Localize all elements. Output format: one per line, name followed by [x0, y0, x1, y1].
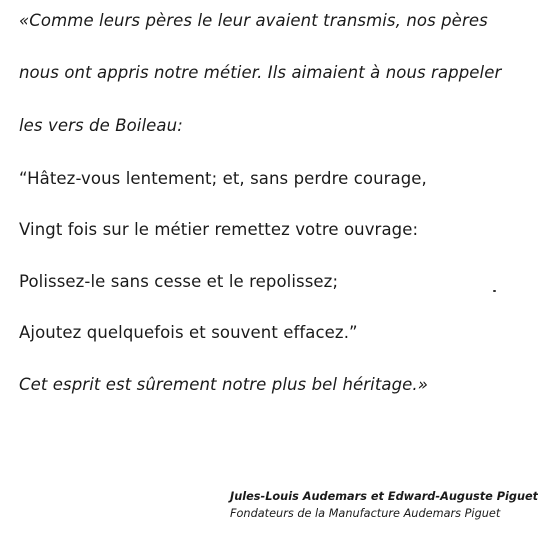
attribution — [230, 489, 538, 523]
scan-speck — [493, 290, 496, 292]
quote-line-1: «Comme leurs pères le leur avaient transmis, nos pères — [19, 11, 488, 30]
quote-line-2: nous ont appris notre métier. Ils aimaient à nous rappeler — [19, 63, 502, 82]
verse-line-3: Polissez-le sans cesse et le repolissez; — [19, 272, 339, 291]
quote-line-closing: Cet esprit est sûrement notre plus bel héritage.» — [19, 375, 429, 394]
attribution-authors: Jules-Louis Audemars et Edward-Auguste Piguet — [230, 490, 538, 503]
quote-line-3: les vers de Boileau: — [19, 116, 183, 135]
verse-line-2: Vingt fois sur le métier remettez votre ouvrage: — [19, 220, 419, 239]
attribution-role: Fondateurs de la Manufacture Audemars Piguet — [230, 507, 501, 520]
verse-line-4: Ajoutez quelquefois et souvent effacez.” — [19, 323, 358, 342]
verse-line-1: “Hâtez-vous lentement; et, sans perdre courage, — [19, 169, 427, 188]
